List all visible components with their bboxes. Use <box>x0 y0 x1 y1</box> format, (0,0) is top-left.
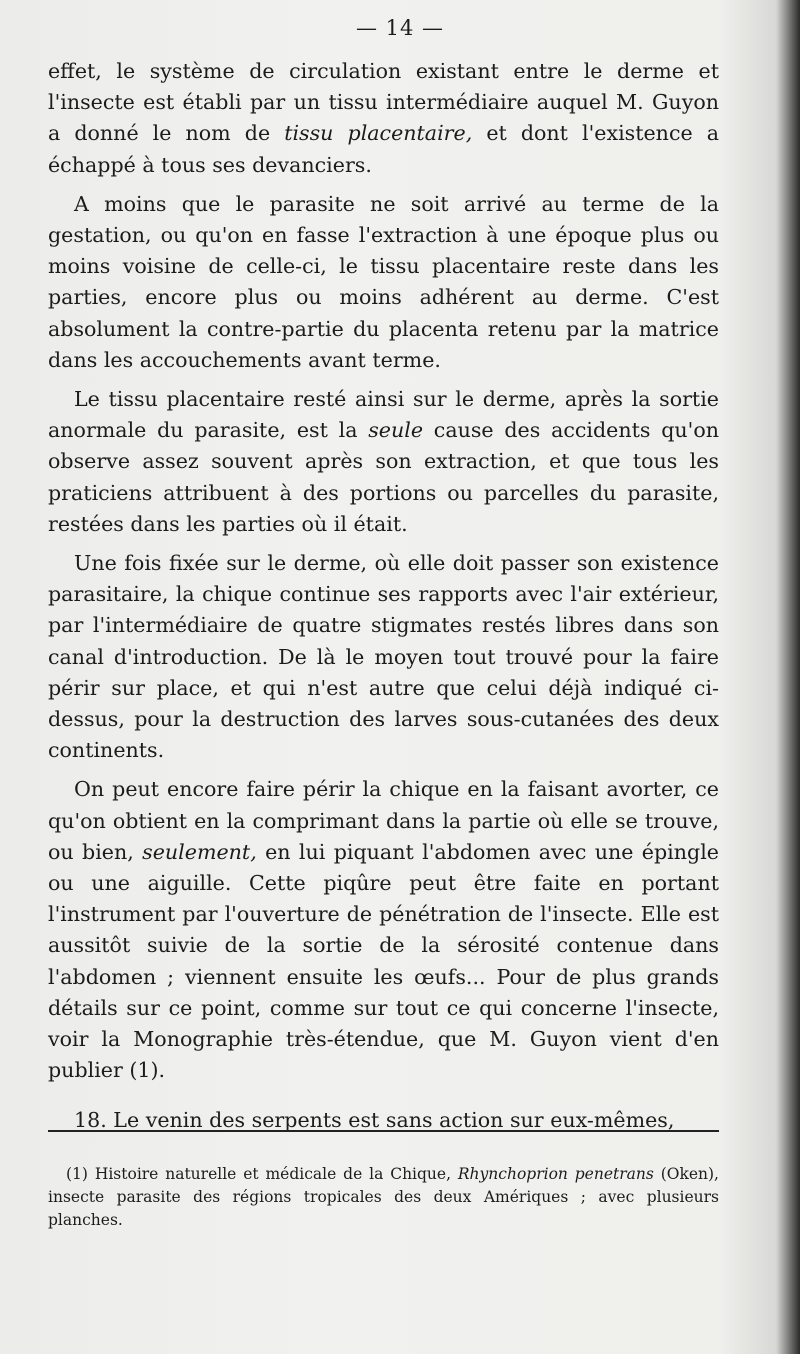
text-run: cause des accidents qu'on observe assez souvent après son extraction, et que tous les praticiens attribuent à des portions ou parcelles du parasite, restées dans les parties où il était. <box>48 418 719 536</box>
paragraph-6: 18. Le venin des serpents est sans action sur eux-mêmes, <box>74 1107 675 1132</box>
page-number: — 14 — <box>355 16 445 40</box>
text-run: (1) Histoire naturelle et médicale de la Chique, <box>66 1165 458 1183</box>
italic-term: seule <box>368 418 424 443</box>
paragraph-5 <box>48 774 719 1086</box>
footnote-rule <box>48 1130 719 1132</box>
paragraph-2: A moins que le parasite ne soit arrivé au terme de la gestation, ou qu'on en fasse l'extraction à une époque plus ou moins voisine de celle-ci, le tissu placentaire reste dans les parties, encore plus ou moins adhérent au derme. C'est absolument la contre-partie du placenta retenu par la matrice dans les accouchements avant terme. <box>48 191 719 372</box>
italic-term: Rhynchoprion penetrans <box>457 1165 654 1183</box>
italic-term: seulement, <box>142 839 257 864</box>
paragraph-1 <box>48 56 719 181</box>
paragraph-4: Une fois fixée sur le derme, où elle doit passer son existence parasitaire, la chique continue ses rapports avec l'air extérieur, par l'intermédiaire de quatre stigmates restés libres dans son canal d'introduction. De là le moyen tout trouvé pour la faire périr sur place, et qui n'est autre que celui déjà indiqué ci-dessus, pour la destruction des larves sous-cutanées des deux continents. <box>48 551 719 763</box>
footnote <box>48 1163 719 1232</box>
text-run: en lui piquant l'abdomen avec une épingle ou une aiguille. Cette piqûre peut être faite en portant l'instrument par l'ouverture de pénétration de l'insecte. Elle est aussitôt suivie de la sortie de la sérosité contenue dans l'abdomen ; viennent ensuite les œufs... Pour de plus grands détails sur ce point, comme sur tout ce qui concerne l'insecte, voir la Monographie très-étendue, que M. Guyon vient d'en publier (1). <box>48 839 719 1083</box>
text-run: effet, le système de circulation existant entre le derme et l'insecte est établi par un tissu intermédiaire auquel M. Guyon a donné le nom de <box>48 59 719 146</box>
italic-term: tissu placentaire, <box>284 121 473 146</box>
text-run: Le tissu placentaire resté ainsi sur le derme, après la sortie anormale du parasite, est la <box>48 387 719 443</box>
paragraph-3 <box>48 384 719 540</box>
main-text <box>48 56 719 1136</box>
text-run: (Oken), insecte parasite des régions tropicales des deux Amériques ; avec plusieurs planches. <box>48 1165 719 1229</box>
text-run: et dont l'existence a échappé à tous ses devanciers. <box>48 121 720 177</box>
text-run: On peut encore faire périr la chique en la faisant avorter, ce qu'on obtient en la comprimant dans la partie où elle se trouve, ou bien, <box>48 777 719 864</box>
